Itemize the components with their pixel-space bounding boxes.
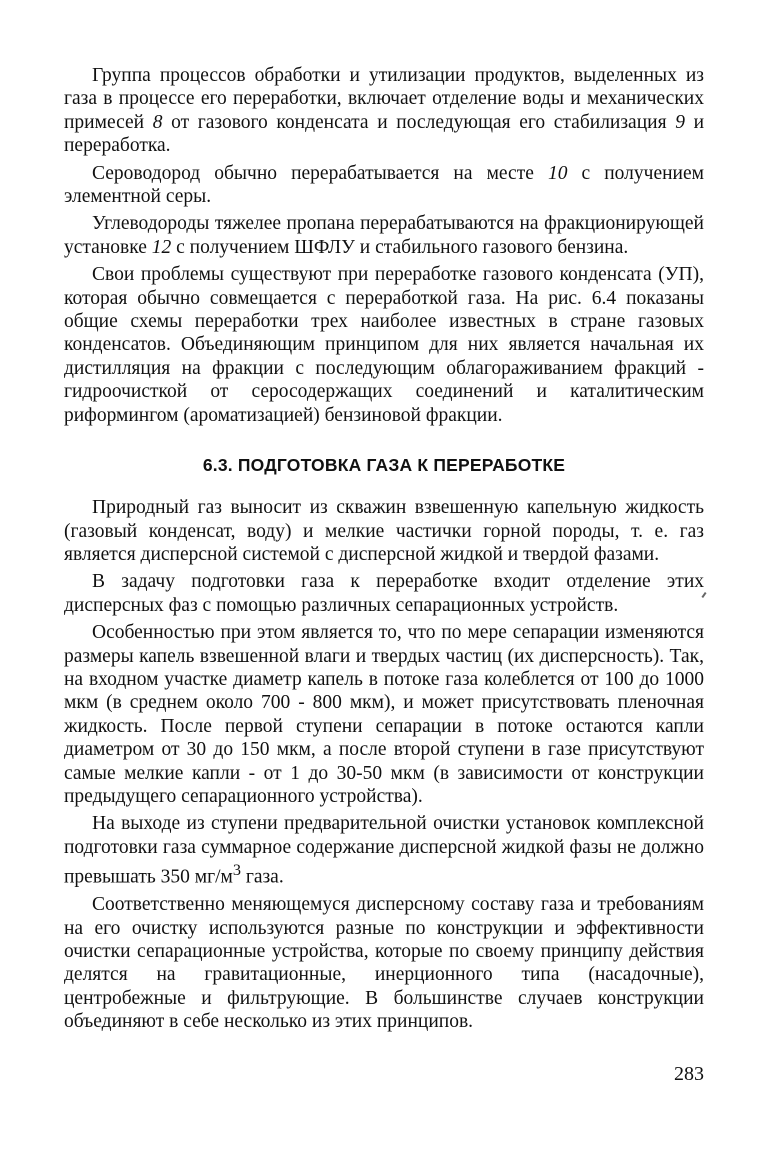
paragraph-separator-types: Соответственно меняющемуся дисперсному составу газа и требованиям на его очистку используются разные по конструкции и эффективности очистки сепарационные устройства, которые по своему принципу действия делятся на гравитационные, инерционного типа (насадочные), центробежные и фильтрующие. В большинстве случаев конструкции объединяют в себе несколько из этих принципов. [64,894,704,1033]
paragraph-text: газа. [240,866,284,888]
page-body [64,64,704,1038]
paragraph-text: На выходе из ступени предварительной очистки установок комплексной подготовки газа суммарное содержание дисперсной жидкой фазы не должно превышать 350 мг/м [64,813,704,888]
figure-ref: 10 [547,162,568,184]
paragraph-processing-group [64,64,704,158]
paragraph-task: В задачу подготовки газа к переработке входит отделение этих дисперсных фаз с помощью различных сепарационных устройств. [64,571,704,616]
paragraph-text: Сероводород обычно перерабатывается на месте [92,162,548,184]
paragraph-condensate [64,263,704,427]
paragraph-hydrocarbons [64,212,704,259]
section-heading: 6.3. ПОДГОТОВКА ГАЗА К ПЕРЕРАБОТКЕ [202,455,566,476]
page-number: 283 [674,1063,704,1085]
figure-ref: 9 [675,111,685,133]
paragraph-natural-gas: Природный газ выносит из скважин взвешенную капельную жидкость (газовый конденсат, воду) и мелкие частички горной породы, т. е. газ является дисперсной системой с дисперсной жидкой и твердой фазами. [64,497,704,565]
paragraph-text: Свои проблемы существуют при переработке газового конденсата (УП), которая обычно совмещается с переработкой газа. На рис. 6.4 показаны общие схемы переработки трех наиболее известных в стране газовых конденсатов. Объединяющим принципом для них является начальная их дистилляция на фракции с последующим облагораживанием фракций - гидроочисткой от серосодержащих соединений и каталитическим риформингом (ароматизацией) бензиновой фракции. [64,264,704,426]
paragraph-separation-feature: Особенностью при этом является то, что по мере сепарации изменяются размеры капель взвешенной влаги и твердых частиц (их дисперсность). Так, на входном участке диаметр капель в потоке газа колеблется от 100 до 1000 мкм (в среднем около 700 - 800 мкм), и может присутствовать пленочная жидкость. После первой ступени сепарации в потоке остаются капли диаметром от 30 до 150 мкм, а после второй ступени в газе присутствуют самые мелкие капли - от 1 до 30-50 мкм (в зависимости от конструкции предыдущего сепарационного устройства). [64,622,704,807]
paragraph-text: Углеводороды тяжелее пропана перерабатываются на фракционирующей установке [64,213,704,258]
paragraph-text: с получением ШФЛУ и стабильного газового бензина. [171,236,629,258]
paragraph-hydrogen-sulfide [64,162,704,209]
paragraph-text: от газового конденсата и последующая его стабилизация [162,111,676,133]
paragraph-text: с получением элементной серы. [64,162,704,208]
figure-ref: 8 [152,111,163,133]
paragraph-text: Группа процессов обработки и утилизации продуктов, выделенных из газа в процессе его переработки, включает отделение воды и механических примесей [64,65,704,133]
figure-ref: 12 [151,236,172,258]
paragraph-output-limit [64,812,704,889]
superscript: 3 [232,861,241,880]
paragraph-text: и переработка. [64,111,704,157]
